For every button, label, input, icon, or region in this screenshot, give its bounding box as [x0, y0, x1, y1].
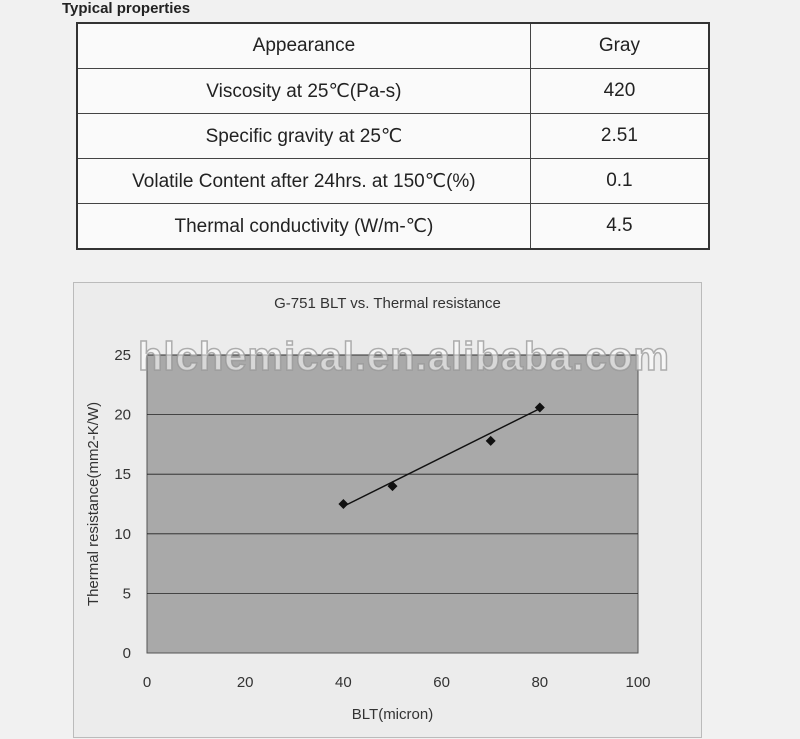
table-row [77, 204, 709, 250]
property-value: 4.5 [530, 204, 709, 250]
x-axis-label: BLT(micron) [351, 706, 434, 723]
scatter-chart [74, 283, 701, 737]
x-tick-label: 20 [236, 674, 254, 691]
property-value: 420 [530, 69, 709, 114]
x-tick-label: 80 [531, 674, 549, 691]
table-row [77, 23, 709, 69]
property-label: Thermal conductivity (W/m-℃) [77, 204, 530, 250]
property-label: Appearance [77, 23, 530, 69]
chart-container [73, 282, 702, 738]
property-label: Specific gravity at 25℃ [77, 114, 530, 159]
y-tick-label: 25 [114, 347, 131, 364]
section-title: Typical properties [62, 0, 191, 17]
table-row [77, 114, 709, 159]
y-tick-label: 15 [114, 466, 131, 484]
property-label: Viscosity at 25℃(Pa-s) [77, 69, 530, 114]
x-tick-label: 40 [335, 674, 352, 691]
watermark: hlchemical.en.alibaba.com [138, 335, 670, 379]
y-axis-label: Thermal resistance(mm2-K/W) [85, 401, 102, 607]
x-tick-label: 60 [433, 674, 450, 691]
chart-title: G-751 BLT vs. Thermal resistance [274, 295, 501, 312]
y-tick-label: 0 [122, 645, 131, 662]
table-row [77, 69, 709, 114]
y-tick-label: 5 [122, 585, 131, 603]
property-label: Volatile Content after 24hrs. at 150℃(%) [77, 159, 530, 204]
x-tick-label: 100 [625, 674, 651, 691]
y-tick-label: 10 [114, 525, 131, 543]
property-value: 2.51 [530, 114, 709, 159]
y-tick-label: 20 [114, 406, 131, 424]
x-tick-label: 0 [142, 674, 152, 691]
property-value: Gray [530, 23, 709, 69]
properties-table [76, 22, 710, 250]
table-row [77, 159, 709, 204]
plot-area [147, 355, 638, 653]
property-value: 0.1 [530, 159, 709, 204]
